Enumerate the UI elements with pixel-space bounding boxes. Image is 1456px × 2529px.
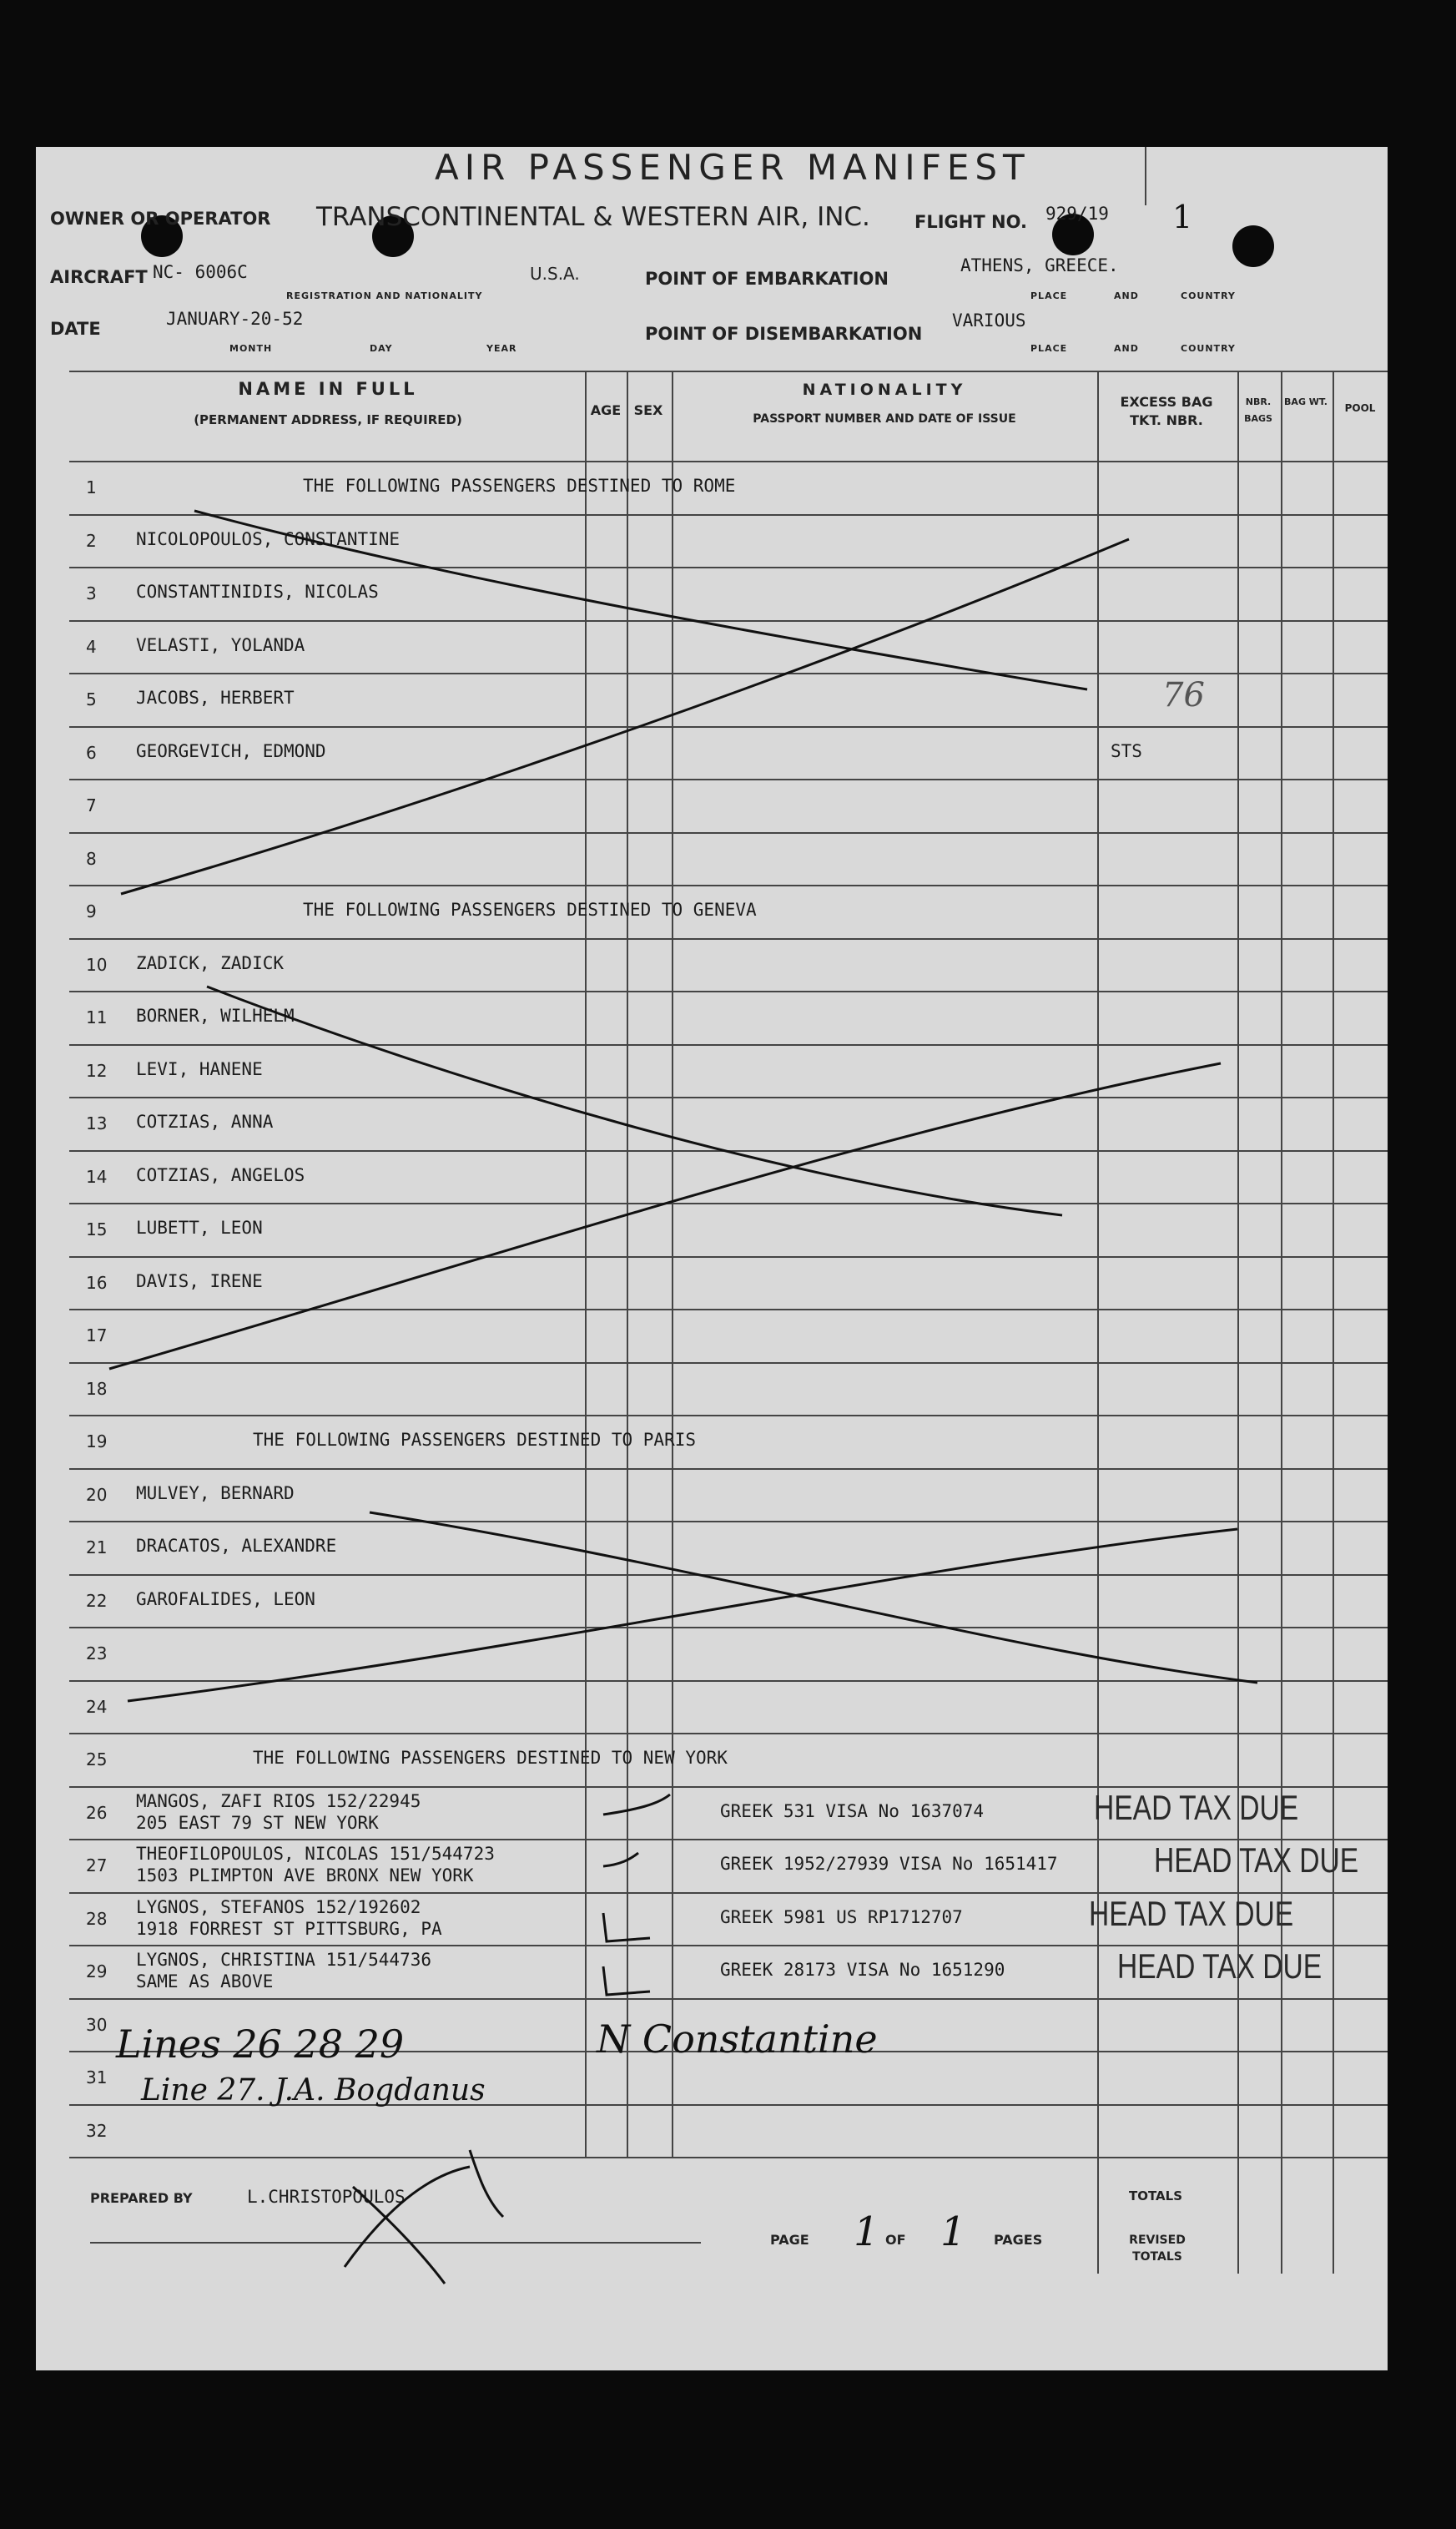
strike-line [370, 1512, 1257, 1683]
passenger-name: NICOLOPOULOS, CONSTANTINE [136, 528, 401, 549]
strike-line [121, 539, 1129, 894]
handwritten-signature: N Constantine [597, 2017, 878, 2062]
row-number: 8 [86, 848, 97, 869]
col-sex: SEX [633, 402, 663, 418]
country-caption: COUNTRY [1181, 343, 1236, 354]
head-tax-stamp: HEAD TAX DUE [1089, 1893, 1294, 1933]
passenger-address: 1503 PLIMPTON AVE BRONX NEW YORK [136, 1865, 474, 1885]
passenger-name: LUBETT, LEON [136, 1218, 263, 1238]
row-number: 17 [86, 1325, 108, 1345]
check-mark [603, 1795, 670, 1815]
passenger-name: GAROFALIDES, LEON [136, 1588, 315, 1609]
manifest-title: AIR PASSENGER MANIFEST [435, 147, 1030, 188]
aircraft-label: AIRCRAFT [50, 267, 148, 287]
passenger-name: JACOBS, HERBERT [136, 688, 295, 708]
row-number: 18 [86, 1378, 108, 1399]
row-number: 5 [86, 689, 97, 709]
passenger-name: DAVIS, IRENE [136, 1270, 263, 1291]
handwritten-lines-note: Lines 26 28 29 [116, 2022, 405, 2067]
passenger-name: ZADICK, ZADICK [136, 952, 285, 973]
row-number: 14 [86, 1166, 108, 1187]
row-number: 9 [86, 901, 97, 921]
strike-line [207, 987, 1062, 1215]
date-label: DATE [50, 319, 101, 339]
row-number: 19 [86, 1431, 108, 1451]
destination-heading: THE FOLLOWING PASSENGERS DESTINED TO GENEVA [303, 900, 757, 920]
pen-markings [36, 147, 1388, 2370]
owner-label: OWNER OR OPERATOR [50, 209, 271, 229]
col-excess-bag: EXCESS BAG [1120, 394, 1213, 410]
row-number: 29 [86, 1961, 108, 1981]
sheet-mark: 1 [1172, 199, 1193, 235]
place-caption: PLACE [1030, 290, 1068, 301]
row-number: 27 [86, 1855, 108, 1875]
head-tax-stamp: HEAD TAX DUE [1117, 1946, 1322, 1986]
col-name: NAME IN FULL [238, 379, 418, 399]
signature-scribble [345, 2167, 470, 2267]
row-number: 23 [86, 1643, 108, 1663]
pages-label: PAGES [994, 2232, 1043, 2248]
col-age: AGE [590, 402, 622, 418]
row-number: 30 [86, 2014, 108, 2035]
aircraft-value: NC- 6006C [153, 262, 248, 282]
col-nbr-bags: NBR. BAGS [1244, 396, 1272, 424]
passenger-address: SAME AS ABOVE [136, 1971, 274, 1991]
passenger-name: LEVI, HANENE [136, 1058, 263, 1079]
disembarkation-value: VARIOUS [952, 310, 1026, 331]
passenger-name: THEOFILOPOULOS, NICOLAS 151/544723 [136, 1844, 495, 1864]
check-mark [603, 1913, 650, 1941]
col-bag-wt: BAG WT. [1284, 396, 1328, 407]
owner-value: TRANSCONTINENTAL & WESTERN AIR, INC. [316, 202, 870, 232]
year-caption: YEAR [486, 343, 517, 354]
page-label: PAGE [770, 2232, 809, 2248]
passenger-name: GEORGEVICH, EDMOND [136, 740, 326, 761]
nationality-value: U.S.A. [530, 264, 580, 284]
row-number: 15 [86, 1219, 108, 1239]
head-tax-stamp: HEAD TAX DUE [1094, 1787, 1299, 1827]
passenger-name: MULVEY, BERNARD [136, 1482, 295, 1503]
row-number: 12 [86, 1060, 108, 1081]
strike-line [194, 511, 1087, 689]
embarkation-label: POINT OF EMBARKATION [645, 269, 889, 289]
row-number: 1 [86, 477, 97, 497]
handwritten-line-note: Line 27. J.A. Bogdanus [141, 2073, 486, 2108]
row-number: 31 [86, 2067, 108, 2087]
flight-value: 929/19 [1045, 204, 1109, 224]
passenger-name: DRACATOS, ALEXANDRE [136, 1536, 337, 1556]
passport-visa: GREEK 28173 VISA No 1651290 [720, 1960, 1005, 1980]
row-number: 4 [86, 636, 97, 657]
row-number: 22 [86, 1590, 108, 1611]
row-number: 13 [86, 1113, 108, 1133]
and-caption: AND [1114, 343, 1139, 354]
col-name-sub: (PERMANENT ADDRESS, IF REQUIRED) [194, 412, 462, 427]
flight-label: FLIGHT NO. [914, 212, 1027, 232]
row-number: 26 [86, 1802, 108, 1823]
head-tax-stamp: HEAD TAX DUE [1154, 1840, 1359, 1880]
excess-bag-ticket: STS [1111, 740, 1142, 761]
passenger-name: COTZIAS, ANGELOS [136, 1164, 305, 1185]
revised-totals-label: REVISED TOTALS [1129, 2234, 1186, 2264]
passport-visa: GREEK 531 VISA No 1637074 [720, 1800, 985, 1821]
passenger-name: VELASTI, YOLANDA [136, 634, 305, 655]
check-mark [603, 1853, 638, 1866]
passenger-address: 1918 FORREST ST PITTSBURG, PA [136, 1918, 442, 1939]
day-caption: DAY [370, 343, 393, 354]
col-pool: POOL [1344, 402, 1376, 414]
page-value: 1 [854, 2208, 879, 2255]
row-number: 21 [86, 1537, 108, 1557]
row-number: 7 [86, 795, 97, 815]
month-caption: MONTH [229, 343, 273, 354]
of-value: 1 [940, 2208, 966, 2255]
destination-heading: THE FOLLOWING PASSENGERS DESTINED TO NEW YORK [253, 1748, 728, 1768]
strike-line [128, 1529, 1237, 1701]
passenger-name: MANGOS, ZAFI RIOS 152/22945 [136, 1790, 421, 1811]
row-number: 11 [86, 1007, 108, 1027]
row-number: 2 [86, 530, 97, 551]
strike-line [109, 1063, 1221, 1369]
passenger-name: BORNER, WILHELM [136, 1006, 295, 1026]
country-caption: COUNTRY [1181, 290, 1236, 301]
row-number: 3 [86, 583, 97, 603]
prepared-by-label: PREPARED BY [90, 2190, 193, 2206]
row-number: 20 [86, 1484, 108, 1505]
row-number: 25 [86, 1749, 108, 1769]
prepared-by-value: L.CHRISTOPOULOS [247, 2187, 406, 2207]
of-label: OF [885, 2232, 906, 2248]
row-number: 32 [86, 2120, 108, 2141]
totals-label: TOTALS [1129, 2188, 1183, 2203]
bag-weight-note: 76 [1162, 676, 1205, 714]
signature-scribble [353, 2187, 445, 2284]
place-caption: PLACE [1030, 343, 1068, 354]
signature-scribble [470, 2150, 503, 2217]
passenger-name: LYGNOS, CHRISTINA 151/544736 [136, 1950, 432, 1970]
row-number: 6 [86, 742, 97, 763]
row-number: 16 [86, 1272, 108, 1293]
registration-caption: REGISTRATION AND NATIONALITY [286, 290, 483, 301]
disembarkation-label: POINT OF DISEMBARKATION [645, 324, 923, 344]
embarkation-value: ATHENS, GREECE. [960, 255, 1119, 275]
destination-heading: THE FOLLOWING PASSENGERS DESTINED TO PARIS [253, 1430, 697, 1450]
col-nationality-sub: PASSPORT NUMBER AND DATE OF ISSUE [753, 412, 1016, 426]
and-caption: AND [1114, 290, 1139, 301]
row-number: 28 [86, 1908, 108, 1929]
passenger-name: CONSTANTINIDIS, NICOLAS [136, 582, 379, 602]
date-value: JANUARY-20-52 [166, 309, 304, 329]
row-number: 10 [86, 954, 108, 975]
passport-visa: GREEK 1952/27939 VISA No 1651417 [720, 1854, 1058, 1874]
passenger-name: LYGNOS, STEFANOS 152/192602 [136, 1896, 421, 1917]
destination-heading: THE FOLLOWING PASSENGERS DESTINED TO ROME [303, 476, 736, 496]
manifest-sheet [36, 147, 1388, 2370]
col-nationality: NATIONALITY [802, 381, 967, 399]
col-excess-bag-sub: TKT. NBR. [1130, 412, 1203, 428]
passport-visa: GREEK 5981 US RP1712707 [720, 1906, 963, 1927]
passenger-name: COTZIAS, ANNA [136, 1112, 274, 1132]
row-number: 24 [86, 1696, 108, 1717]
check-mark [603, 1966, 650, 1995]
passenger-address: 205 EAST 79 ST NEW YORK [136, 1812, 379, 1833]
